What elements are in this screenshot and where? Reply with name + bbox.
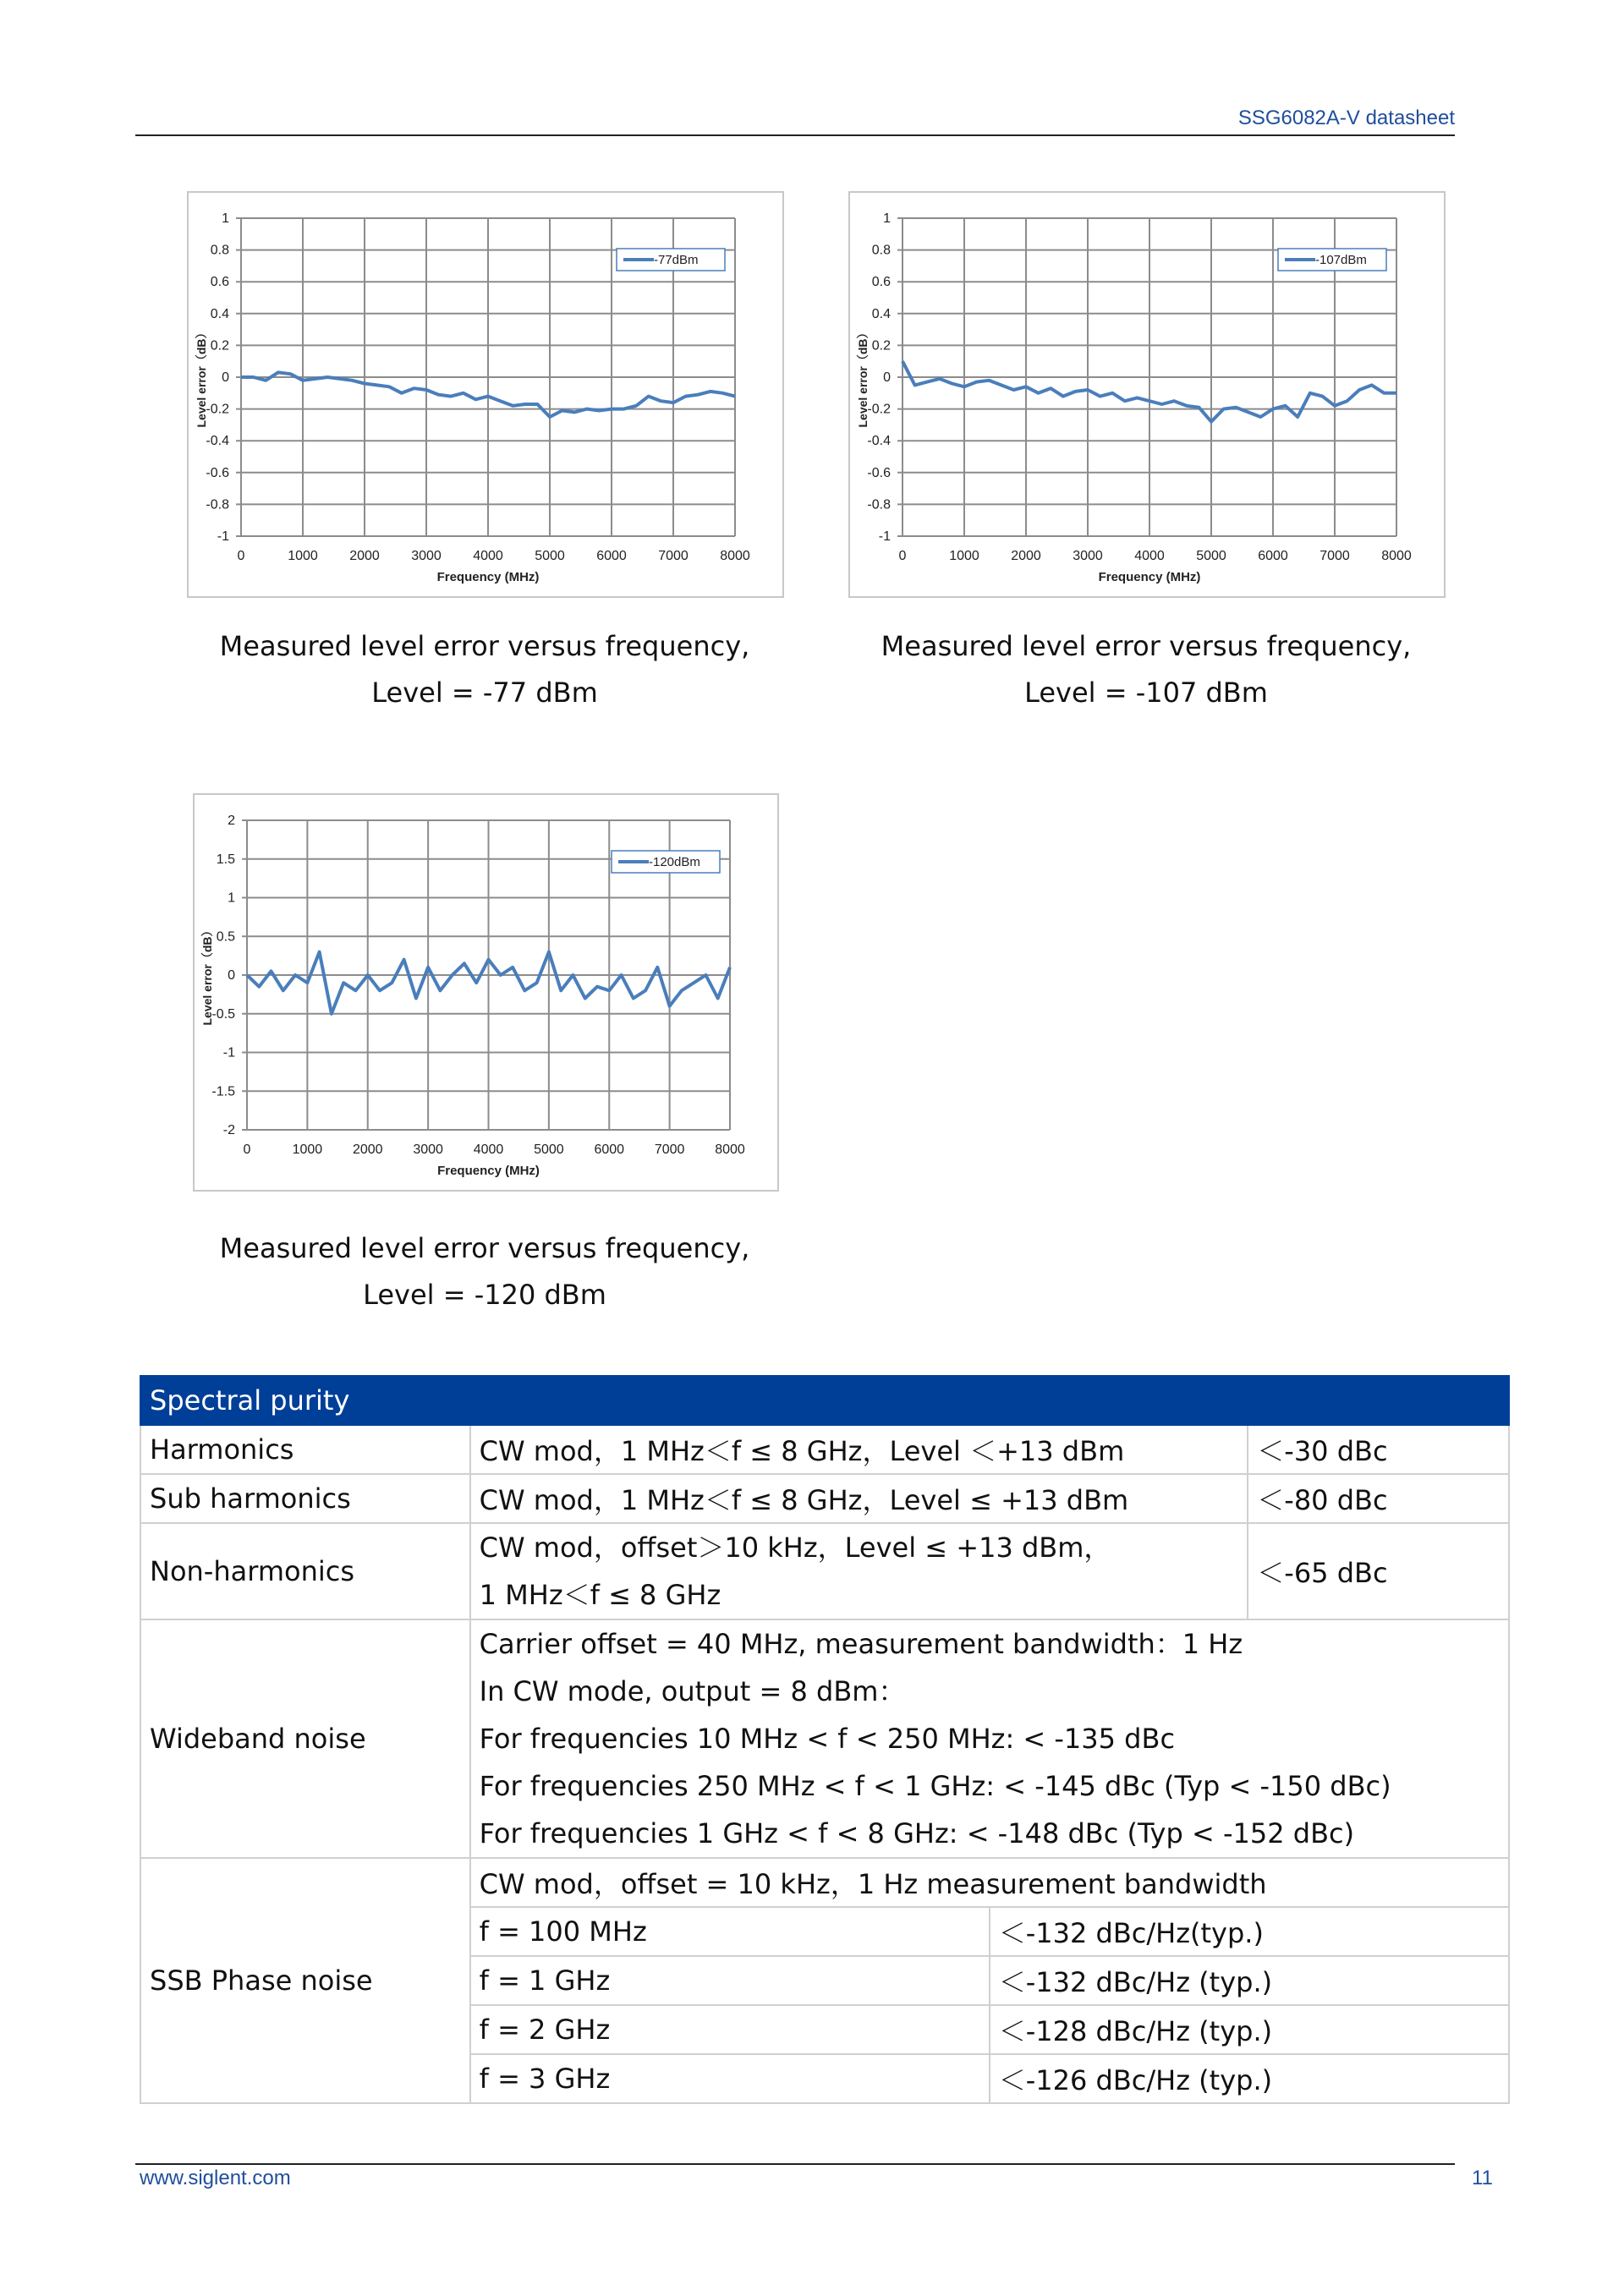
row-value: ＜-80 dBc [1248,1474,1509,1523]
x-tick-label: 7000 [654,1143,685,1157]
row-value: ＜-30 dBc [1248,1425,1509,1474]
x-axis-label: Frequency (MHz) [1098,570,1201,584]
y-tick-label: 0.6 [871,275,891,290]
row-desc: CW mod，offset = 10 kHz，1 Hz measurement bandwidth [470,1858,1509,1907]
y-tick-label: -0.6 [206,465,229,480]
x-tick-label: 8000 [715,1143,745,1157]
y-tick-label: 1 [883,211,891,226]
row-label: Sub harmonics [140,1474,470,1523]
x-axis-label: Frequency (MHz) [436,570,540,584]
y-tick-label: 0.2 [210,338,229,353]
y-tick-label: -0.5 [211,1006,235,1022]
table-row [140,1858,1509,1907]
chart-level-error-77dbm [187,191,784,598]
caption-line: Level = -77 dBm [371,677,598,709]
header-title: SSG6082A-V datasheet [1237,107,1455,129]
desc-line: CW mod，offset＞10 kHz，Level ≤ +13 dBm， [479,1532,1111,1564]
desc-line: For frequencies 1 GHz < f < 8 GHz: < -148 dBc (Typ < -152 dBc) [479,1817,1355,1849]
desc-line: For frequencies 10 MHz < f < 250 MHz: < -135 dBc [479,1723,1176,1755]
table-row [140,1425,1509,1474]
x-tick-label: 6000 [596,549,627,563]
x-tick-label: 6000 [1258,549,1288,563]
row-label: Wideband noise [140,1619,470,1858]
x-tick-label: 5000 [1196,549,1226,563]
y-tick-label: 0 [228,968,235,983]
legend-label: -120dBm [649,855,700,869]
chart-level-error-107dbm [848,191,1446,598]
desc-line: For frequencies 250 MHz < f < 1 GHz: < -145 dBc (Typ < -150 dBc) [479,1770,1391,1802]
footer-rule [135,2163,1455,2165]
table-row [140,1474,1509,1523]
y-tick-label: -1 [217,529,229,544]
chart-svg [195,795,777,1190]
desc-line: Carrier offset = 40 MHz, measurement bandwidth：1 Hz [479,1628,1243,1660]
footer-website-link[interactable]: www.siglent.com [140,2167,291,2189]
freq-cell: f = 1 GHz [470,1956,990,2005]
y-tick-label: -1.5 [211,1084,235,1099]
header-rule [135,134,1455,136]
x-tick-label: 4000 [473,1143,504,1157]
x-tick-label: 2000 [349,549,380,563]
x-tick-label: 7000 [658,549,689,563]
x-tick-label: 7000 [1320,549,1350,563]
chart-svg [189,193,782,596]
x-tick-label: 3000 [1073,549,1103,563]
y-tick-label: -0.4 [206,434,229,449]
y-tick-label: 0 [222,370,229,385]
y-tick-label: 0.8 [210,243,229,258]
page-number: 11 [1472,2167,1493,2189]
desc-line: In CW mode, output = 8 dBm： [479,1675,906,1707]
y-tick-label: 1 [228,890,235,906]
y-tick-label: 0.8 [871,243,891,258]
freq-cell: f = 2 GHz [470,2005,990,2054]
y-tick-label: 0.4 [210,306,229,321]
table-title: Spectral purity [140,1376,1509,1425]
y-tick-label: 2 [228,814,235,828]
chart-caption-77dbm [163,623,806,716]
row-desc [470,1619,1509,1858]
y-tick-label: 1.5 [216,852,235,867]
legend-label: -77dBm [654,253,699,267]
x-tick-label: 3000 [411,549,442,563]
caption-line: Level = -107 dBm [1024,677,1268,709]
row-label: Non-harmonics [140,1523,470,1619]
y-tick-label: 0.4 [871,306,891,321]
spectral-purity-table [140,1375,1510,2104]
caption-line: Measured level error versus frequency, [881,630,1412,662]
legend-label: -107dBm [1315,253,1367,267]
row-label: Harmonics [140,1425,470,1474]
y-tick-label: -1 [222,1045,235,1060]
x-tick-label: 2000 [1011,549,1041,563]
x-tick-label: 4000 [473,549,503,563]
y-tick-label: 0.2 [871,338,891,353]
y-tick-label: -0.2 [206,402,229,417]
caption-line: Level = -120 dBm [363,1279,606,1311]
value-cell: ＜-132 dBc/Hz(typ.) [990,1907,1509,1956]
x-tick-label: 6000 [594,1143,625,1157]
y-tick-label: -0.8 [206,497,229,512]
x-tick-label: 8000 [720,549,750,563]
x-tick-label: 0 [237,549,245,563]
y-axis-label: Level error（dB） [856,326,870,428]
y-tick-label: -0.8 [867,497,891,512]
row-desc: CW mod，1 MHz＜f ≤ 8 GHz，Level ＜+13 dBm [470,1425,1248,1474]
y-tick-label: 0.6 [210,275,229,290]
row-desc [470,1523,1248,1619]
x-tick-label: 5000 [534,1143,564,1157]
y-tick-label: 0 [883,370,891,385]
row-value: ＜-65 dBc [1248,1523,1509,1619]
y-tick-label: 0.5 [216,929,235,945]
x-tick-label: 3000 [413,1143,443,1157]
y-tick-label: -0.6 [867,465,891,480]
x-tick-label: 0 [243,1143,251,1157]
x-tick-label: 8000 [1381,549,1412,563]
x-tick-label: 4000 [1134,549,1165,563]
row-desc: CW mod，1 MHz＜f ≤ 8 GHz，Level ≤ +13 dBm [470,1474,1248,1523]
row-label: SSB Phase noise [140,1858,470,2103]
y-tick-label: -1 [878,529,891,544]
chart-level-error-120dbm [193,793,779,1192]
table-row [140,1619,1509,1858]
x-tick-label: 1000 [949,549,979,563]
x-axis-label: Frequency (MHz) [437,1164,540,1178]
y-tick-label: 1 [222,211,229,226]
value-cell: ＜-128 dBc/Hz (typ.) [990,2005,1509,2054]
freq-cell: f = 100 MHz [470,1907,990,1956]
caption-line: Measured level error versus frequency, [219,630,750,662]
table-row [140,1523,1509,1619]
x-tick-label: 2000 [352,1143,383,1157]
value-cell: ＜-132 dBc/Hz (typ.) [990,1956,1509,2005]
y-axis-label: Level error（dB） [195,326,208,428]
x-tick-label: 1000 [288,549,318,563]
y-tick-label: -2 [222,1123,235,1137]
x-tick-label: 0 [898,549,907,563]
y-tick-label: -0.2 [867,402,891,417]
x-tick-label: 1000 [292,1143,323,1157]
desc-line: 1 MHz＜f ≤ 8 GHz [479,1579,721,1611]
freq-cell: f = 3 GHz [470,2054,990,2103]
value-cell: ＜-126 dBc/Hz (typ.) [990,2054,1509,2103]
caption-line: Measured level error versus frequency, [219,1232,750,1264]
y-axis-label: Level error（dB） [200,924,214,1026]
y-tick-label: -0.4 [867,434,891,449]
chart-svg [850,193,1444,596]
chart-caption-107dbm [825,623,1468,716]
x-tick-label: 5000 [535,549,565,563]
chart-caption-120dbm [163,1225,806,1318]
